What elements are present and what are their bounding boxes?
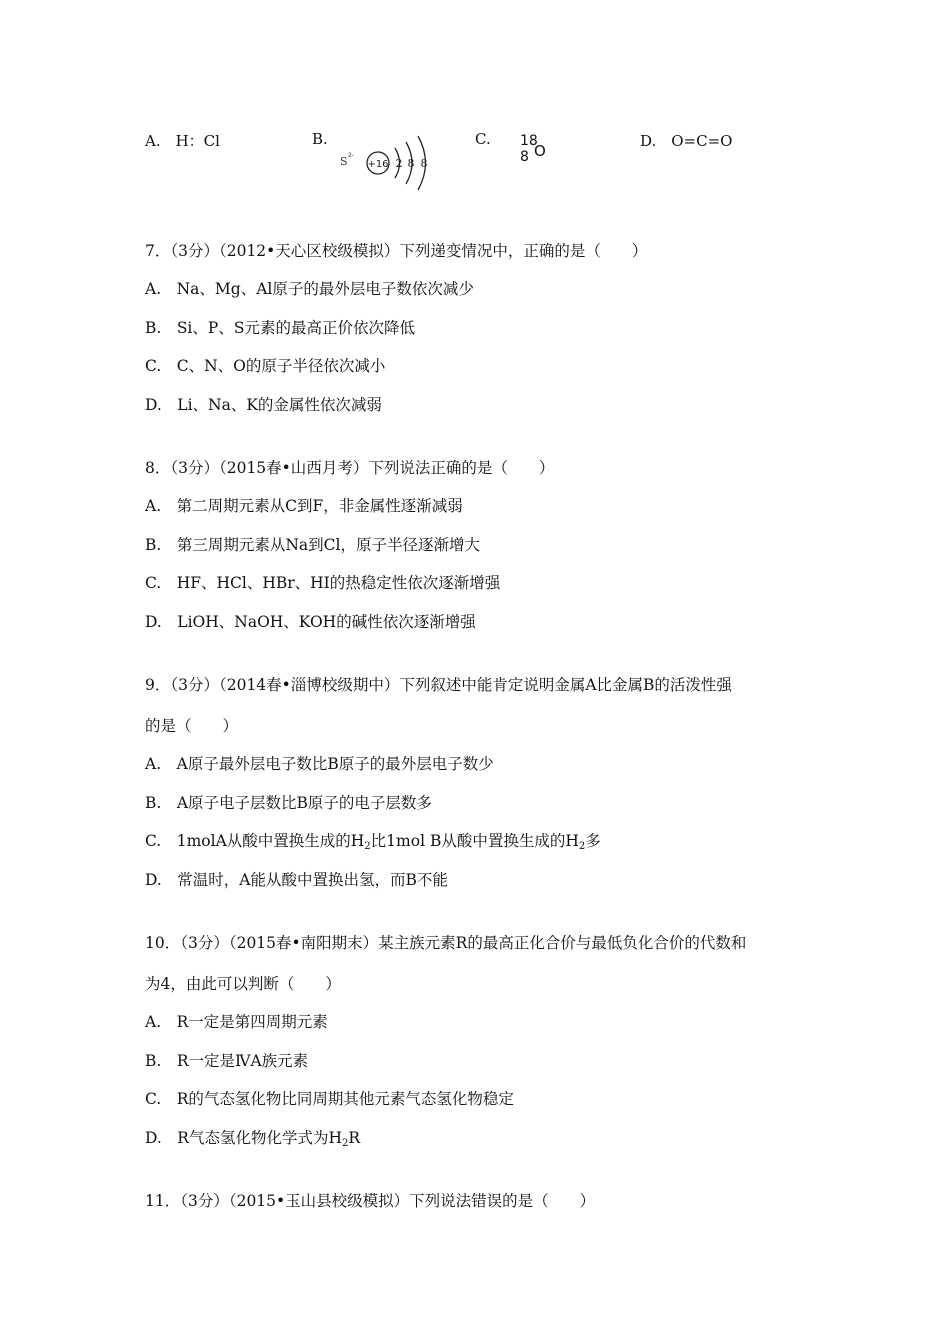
q10-option-b: B. R一定是ⅣA族元素: [145, 1052, 309, 1070]
q7-option-a: A. Na、Mg、Al原子的最外层电子数依次减少: [145, 280, 474, 298]
q8-option-c: C. HF、HCl、HBr、HI的热稳定性依次逐渐增强: [145, 574, 501, 592]
q8-option-d: D. LiOH、NaOH、KOH的碱性依次逐渐增强: [145, 613, 476, 631]
q8-option-a: A. 第二周期元素从C到F，非金属性逐渐减弱: [145, 497, 463, 515]
q10-stem-line2: 为4，由此可以判断（ ）: [145, 975, 341, 993]
q8-stem: 8．（3分）（2015春•山西月考）下列说法正确的是（ ）: [145, 459, 555, 477]
q7-option-b: B. Si、P、S元素的最高正价依次降低: [145, 319, 415, 337]
q7-stem: 7．（3分）（2012•天心区校级模拟）下列递变情况中，正确的是（ ）: [145, 242, 648, 260]
sulfide-ion-structure-diagram: [338, 128, 438, 198]
q6-option-d: D. O=C=O: [640, 132, 733, 150]
q9-option-d: D. 常温时，A能从酸中置换出氢，而B不能: [145, 871, 448, 889]
q7-option-c: C. C、N、O的原子半径依次减小: [145, 357, 386, 375]
q9-option-b: B. A原子电子层数比B原子的电子层数多: [145, 794, 432, 812]
nuclide-symbol: O: [534, 142, 546, 160]
q10-option-a: A. R一定是第四周期元素: [145, 1013, 328, 1031]
q10-option-c: C. R的气态氢化物比同周期其他元素气态氢化物稳定: [145, 1090, 514, 1108]
q6-option-b-label: B.: [312, 130, 328, 148]
oxygen-18-nuclide: [520, 133, 560, 169]
shell-electrons-2: 8: [407, 157, 415, 170]
nuclide-mass-number: 18: [520, 133, 538, 149]
q9-stem-line2: 的是（ ）: [145, 717, 239, 735]
q6-option-c-label: C.: [475, 130, 491, 148]
q6-option-a: A. H：Cl: [145, 132, 220, 150]
nucleus-charge: +16: [367, 159, 389, 170]
q11-stem: 11．（3分）（2015•玉山县校级模拟）下列说法错误的是（ ）: [145, 1192, 596, 1210]
nuclide-atomic-number: 8: [520, 149, 529, 165]
q10-stem-line1: 10．（3分）（2015春•南阳期末）某主族元素R的最高正化合价与最低负化合价的代数和: [145, 934, 747, 952]
q8-option-b: B. 第三周期元素从Na到Cl，原子半径逐渐增大: [145, 536, 480, 554]
q9-option-a: A. A原子最外层电子数比B原子的最外层电子数少: [145, 755, 494, 773]
q10-option-d: D. R气态氢化物化学式为$H_2R$: [145, 1129, 361, 1149]
ion-symbol: S: [340, 155, 348, 168]
q9-stem-line1: 9．（3分）（2014春•淄博校级期中）下列叙述中能肯定说明金属A比金属B的活泼性强: [145, 676, 732, 694]
ion-charge: 2-: [348, 152, 354, 159]
shell-electrons-3: 8: [420, 157, 428, 170]
q7-option-d: D. Li、Na、K的金属性依次减弱: [145, 396, 382, 414]
shell-electrons-1: 2: [395, 157, 403, 170]
q9-option-c: C. 1molA从酸中置换生成的$H_2$比1mol B从酸中置换生成的$H_2$多: [145, 832, 601, 852]
